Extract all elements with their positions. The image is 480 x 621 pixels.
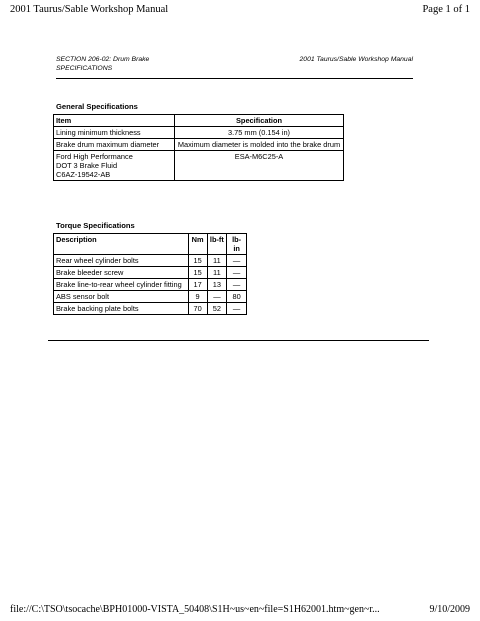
- general-specs-heading: General Specifications: [56, 102, 138, 111]
- table-cell: Brake line-to-rear wheel cylinder fitting: [54, 279, 189, 291]
- table-cell: 3.75 mm (0.154 in): [175, 127, 344, 139]
- section-title: SECTION 206-02: Drum Brake: [56, 56, 150, 63]
- page-footer: [10, 604, 470, 618]
- subsection-title: SPECIFICATIONS: [56, 64, 113, 72]
- table-cell: 52: [207, 303, 227, 315]
- table-row: [54, 303, 247, 315]
- torque-specs-heading: Torque Specifications: [56, 221, 135, 230]
- table-cell: Brake drum maximum diameter: [54, 139, 175, 151]
- table-row: [54, 279, 247, 291]
- source-file-path: file://C:\TSO\tsocache\BPH01000-VISTA_50408\S1H~us~en~file=S1H62001.htm~gen~r...: [10, 604, 380, 615]
- table-cell: —: [227, 255, 247, 267]
- table-cell: 17: [188, 279, 207, 291]
- print-date: 9/10/2009: [429, 604, 470, 615]
- table-cell: Maximum diameter is molded into the brake drum: [175, 139, 344, 151]
- section-manual-title: 2001 Taurus/Sable Workshop Manual: [299, 56, 413, 63]
- header-divider: [56, 78, 413, 79]
- column-header: Description: [54, 234, 189, 255]
- section-header: [56, 56, 413, 84]
- table-cell: Lining minimum thickness: [54, 127, 175, 139]
- manual-title: 2001 Taurus/Sable Workshop Manual: [10, 4, 169, 15]
- table-cell: 9: [188, 291, 207, 303]
- table-cell: 80: [227, 291, 247, 303]
- table-cell: —: [227, 267, 247, 279]
- column-header: Nm: [188, 234, 207, 255]
- table-row: [54, 255, 247, 267]
- table-row: [54, 127, 344, 139]
- torque-specs-table: [53, 233, 247, 315]
- column-header: lb-ft: [207, 234, 227, 255]
- table-cell: —: [207, 291, 227, 303]
- table-cell: 11: [207, 255, 227, 267]
- table-cell: 11: [207, 267, 227, 279]
- table-header-row: [54, 115, 344, 127]
- table-cell: ESA-M6C25-A: [175, 151, 344, 181]
- table-cell: 15: [188, 255, 207, 267]
- content-end-divider: [48, 340, 429, 341]
- table-cell: Rear wheel cylinder bolts: [54, 255, 189, 267]
- page-header: [10, 4, 470, 18]
- general-specs-table: [53, 114, 344, 181]
- column-header: Specification: [175, 115, 344, 127]
- table-row: [54, 291, 247, 303]
- table-cell: Ford High Performance DOT 3 Brake Fluid C6AZ-19542-AB: [54, 151, 175, 181]
- table-cell: Brake backing plate bolts: [54, 303, 189, 315]
- table-row: [54, 139, 344, 151]
- table-row: [54, 267, 247, 279]
- column-header: lb-in: [227, 234, 247, 255]
- column-header: Item: [54, 115, 175, 127]
- page-number: Page 1 of 1: [422, 4, 470, 15]
- table-cell: Brake bleeder screw: [54, 267, 189, 279]
- table-row: [54, 151, 344, 181]
- table-cell: ABS sensor bolt: [54, 291, 189, 303]
- table-cell: —: [227, 303, 247, 315]
- table-cell: 13: [207, 279, 227, 291]
- table-cell: 70: [188, 303, 207, 315]
- table-cell: —: [227, 279, 247, 291]
- table-header-row: [54, 234, 247, 255]
- table-cell: 15: [188, 267, 207, 279]
